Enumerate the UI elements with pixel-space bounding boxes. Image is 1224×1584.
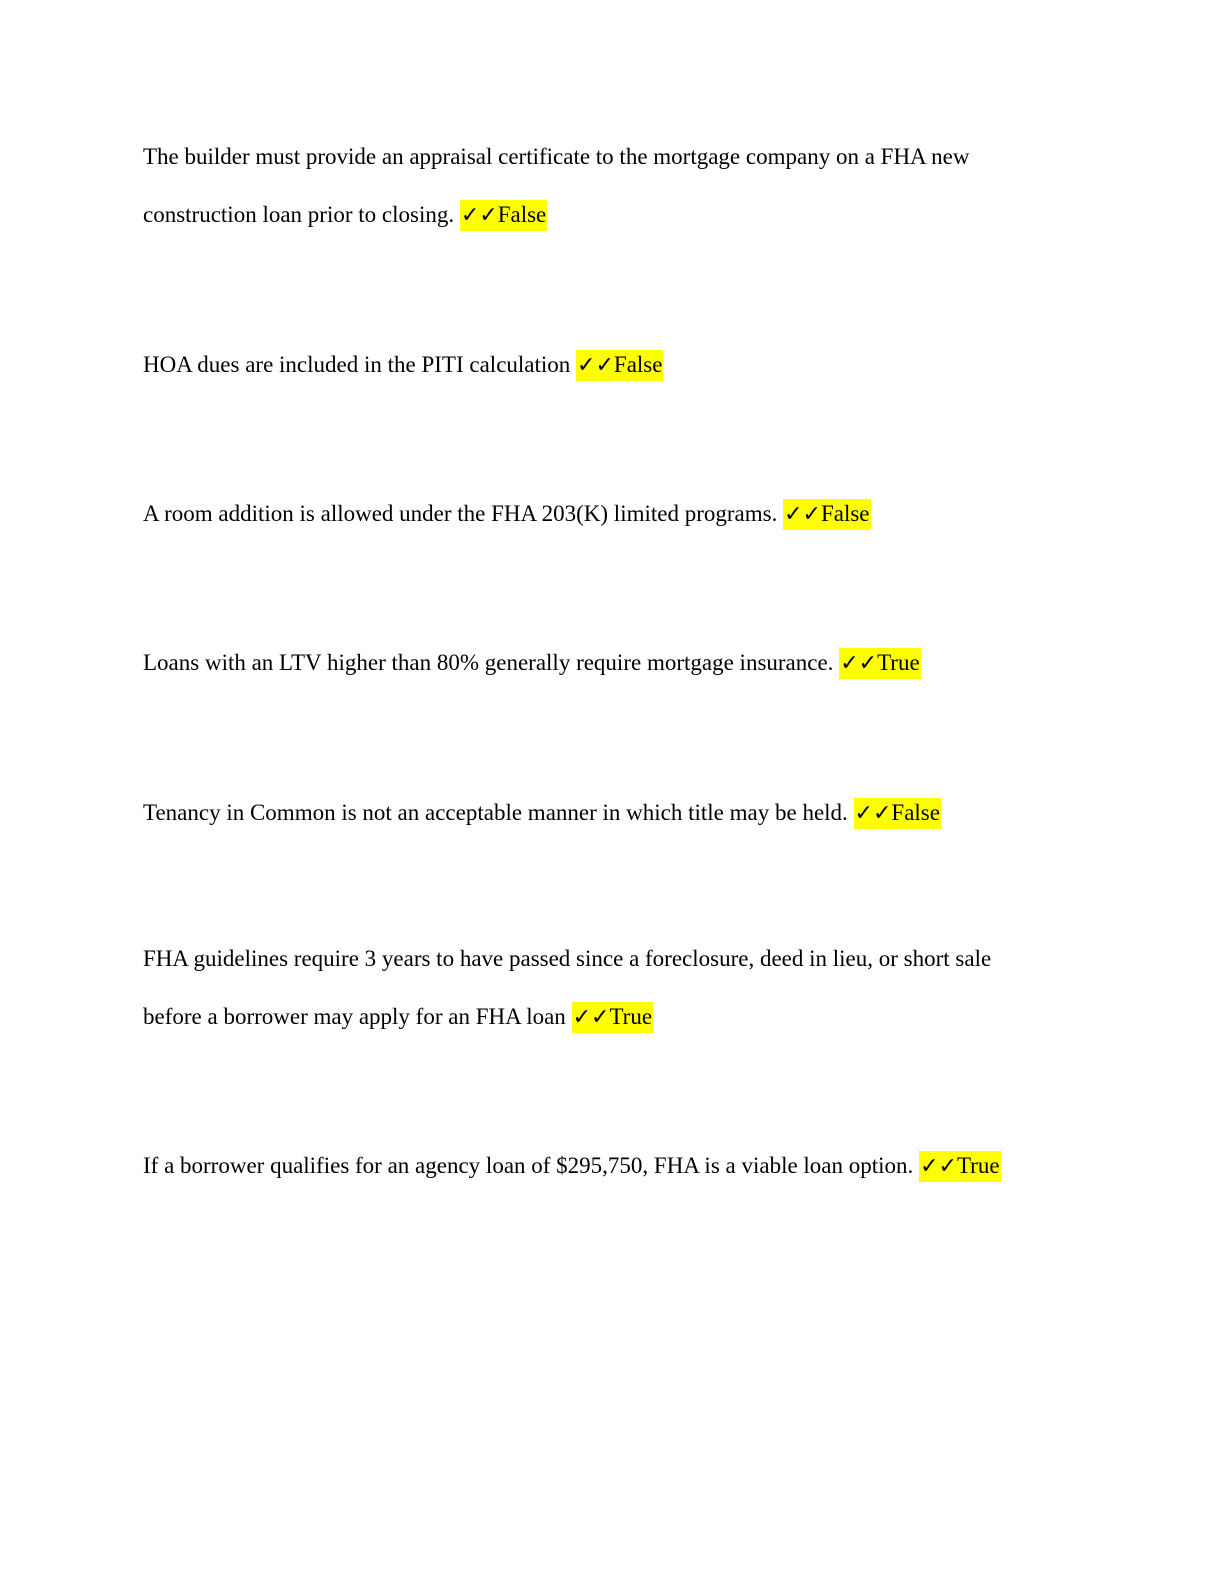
question-item [143, 128, 1043, 245]
question-item [143, 485, 1043, 544]
answer-text: True [609, 1004, 653, 1029]
question-text: FHA guidelines require 3 years to have passed since a foreclosure, deed in lieu, or short sale before a borrower may apply for an FHA loan [143, 946, 992, 1029]
double-check-icon: ✓✓ [460, 203, 498, 228]
answer-text: True [877, 650, 920, 675]
question-item [143, 784, 1043, 843]
answer-highlight [854, 798, 941, 829]
answer-highlight [919, 1151, 1000, 1182]
answer-text: False [820, 501, 870, 526]
double-check-icon: ✓✓ [840, 651, 878, 676]
answer-highlight [460, 200, 547, 231]
double-check-icon: ✓✓ [572, 1005, 610, 1030]
answer-text: False [613, 352, 663, 377]
answer-highlight [576, 350, 663, 381]
answer-highlight [783, 499, 870, 530]
answer-text: True [956, 1153, 1000, 1178]
answer-highlight [839, 648, 920, 679]
question-text: The builder must provide an appraisal certificate to the mortgage company on a FHA new construction loan prior to closing. [143, 144, 970, 227]
question-item [143, 930, 1043, 1047]
answer-highlight [572, 1002, 653, 1033]
question-item [143, 1137, 1043, 1196]
question-item [143, 336, 1043, 395]
double-check-icon: ✓✓ [577, 353, 614, 378]
double-check-icon: ✓✓ [854, 801, 892, 826]
question-text: A room addition is allowed under the FHA 203(K) limited programs. [143, 501, 778, 526]
answer-text: False [891, 800, 940, 825]
question-item [143, 634, 1043, 693]
double-check-icon: ✓✓ [920, 1154, 957, 1179]
double-check-icon: ✓✓ [784, 502, 821, 527]
question-text: Loans with an LTV higher than 80% generally require mortgage insurance. [143, 650, 834, 675]
question-text: HOA dues are included in the PITI calculation [143, 352, 571, 377]
question-text: Tenancy in Common is not an acceptable manner in which title may be held. [143, 800, 848, 825]
answer-text: False [497, 202, 547, 227]
question-text: If a borrower qualifies for an agency loan of $295,750, FHA is a viable loan option. [143, 1153, 914, 1178]
